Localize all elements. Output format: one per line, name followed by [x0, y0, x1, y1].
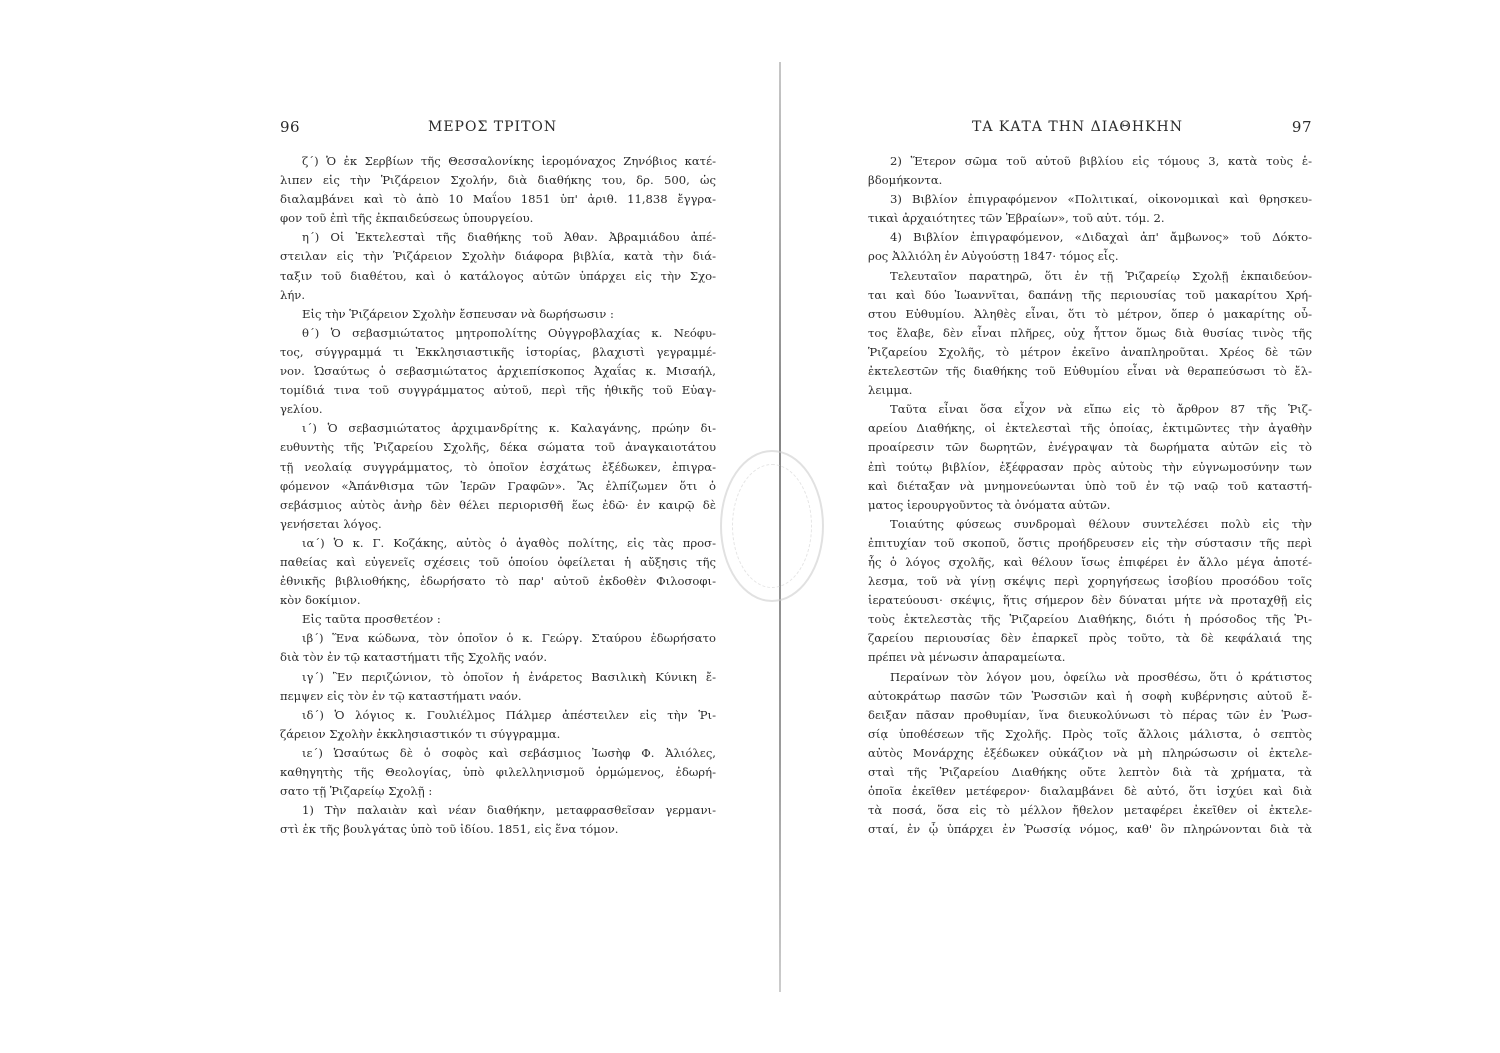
text-line: σίᾳ ὑποθέσεων τῆς Σχολῆς. Πρὸς τοῖς ἄλλοις μάλιστα, ὁ σεπτὸς: [868, 726, 1312, 741]
text-line: καὶ διέταξαν νὰ μνημονεύωνται ὑπὸ τοῦ ἐν τῷ ναῷ τοῦ καταστή-: [868, 478, 1312, 493]
running-title: ΜΕΡΟΣ ΤΡΙΤΟΝ: [428, 119, 558, 135]
text-line: πρέπει νὰ μένωσιν ἀπαραμείωτα.: [868, 650, 1066, 665]
text-line: σταί, ἐν ᾧ ὑπάρχει ἐν Ῥωσσίᾳ νόμος, καθ' ὃν πληρώνονται διὰ τὰ: [868, 822, 1312, 837]
text-line: φόμενον «Ἀπάνθισμα τῶν Ἱερῶν Γραφῶν». Ἂς ἐλπίζωμεν ὅτι ὁ: [280, 478, 716, 493]
text-line: στου Εὐθυμίου. Ἀληθὲς εἶναι, ὅτι τὸ μέτρον, ὅπερ ὁ μακαρίτης οὗ-: [868, 306, 1312, 321]
text-line: ἐπιτυχίαν τοῦ σκοποῦ, ὅστις προήδρευσεν εἰς τὴν σύστασιν τῆς περὶ: [868, 535, 1312, 550]
text-line: ὁποῖα ἐκεῖθεν μετέφερον· διαλαμβάνει δὲ αὐτό, ὅτι ἰσχύει καὶ διὰ: [868, 784, 1312, 799]
text-line: φον τοῦ ἐπὶ τῆς ἐκπαιδεύσεως ὑπουργείου.: [280, 211, 534, 226]
text-line: τὰ ποσά, ὅσα εἰς τὸ μέλλον ἤθελον μεταφέρει ἐκεῖθεν οἱ ἐκτελε-: [868, 803, 1312, 818]
text-line: Εἰς ταῦτα προσθετέον :: [302, 612, 441, 627]
text-line: ζαρείου περιουσίας δὲν ἐπαρκεῖ πρὸς τοῦτο, τὰ δὲ κεφάλαιά της: [868, 631, 1312, 646]
right-page: [868, 118, 1312, 839]
text-line: τῇ νεολαίᾳ συγγράμματος, τὸ ὁποῖον ἐσχάτως ἐξέδωκεν, ἐπιγρα-: [280, 459, 716, 474]
text-line: σατο τῇ Ῥιζαρείῳ Σχολῇ :: [280, 784, 433, 799]
text-line: γελίου.: [280, 402, 323, 417]
text-line: ται καὶ δύο Ἰωαννῖται, δαπάνῃ τῆς περιουσίας τοῦ μακαρίτου Χρή-: [868, 287, 1312, 302]
text-line: βδομήκοντα.: [868, 173, 943, 188]
page-number: 96: [280, 118, 301, 136]
text-line: τοὺς ἐκτελεστὰς τῆς Ῥιζαρείου Διαθήκης, διότι ἡ πρόσοδος τῆς Ῥι-: [868, 612, 1312, 627]
text-line: ἐθνικῆς βιβλιοθήκης, ἐδωρήσατο τὸ παρ' αὐτοῦ ἐκδοθὲν Φιλοσοφι-: [280, 574, 716, 589]
library-stamp: [720, 450, 824, 602]
text-line: αρείου Διαθήκης, οἱ ἐκτελεσταὶ τῆς ὁποίας, ἐκτιμῶντες τὴν ἀγαθὴν: [868, 421, 1312, 436]
running-head: [868, 118, 1312, 142]
text-line: σεβάσμιος αὐτὸς ἀνὴρ δὲν θέλει περιορισθῆ ἕως ἐδῶ· ἐν καιρῷ δὲ: [280, 497, 716, 512]
text-line: τος ἔλαβε, δὲν εἶναι πλῆρες, οὐχ ἧττον ὅμως διὰ θυσίας τινὸς τῆς: [868, 325, 1312, 340]
text-line: τομίδιά τινα τοῦ συγγράμματος αὐτοῦ, περὶ τῆς ἠθικῆς τοῦ Εὐαγ-: [280, 383, 716, 398]
text-line: Περαίνων τὸν λόγον μου, ὀφείλω νὰ προσθέσω, ὅτι ὁ κράτιστος: [890, 669, 1312, 684]
text-line: πεμψεν εἰς τὸν ἐν τῷ καταστήματι ναόν.: [280, 688, 522, 703]
text-line: ευθυντὴς τῆς Ῥιζαρείου Σχολῆς, δέκα σώματα τοῦ ἀναγκαιοτάτου: [280, 440, 716, 455]
text-line: λεσμα, τοῦ νὰ γίνῃ σκέψις περὶ χορηγήσεως ἰσοβίου προσόδου τοῖς: [868, 574, 1312, 589]
text-line: στειλαν εἰς τὴν Ῥιζάρειον Σχολὴν διάφορα βιβλία, κατὰ τὴν διά-: [280, 249, 716, 264]
text-line: παθείας καὶ εὐγενεῖς σχέσεις τοῦ ὁποίου ὀφείλεται ἡ αὔξησις τῆς: [280, 554, 716, 569]
text-line: 4) Βιβλίον ἐπιγραφόμενον, «Διδαχαὶ ἀπ' ἄμβωνος» τοῦ Δόκτο-: [890, 230, 1312, 245]
text-line: αὐτοκράτωρ πασῶν τῶν Ῥωσσιῶν καὶ ἡ σοφὴ κυβέρνησις αὐτοῦ ἔ-: [868, 688, 1312, 703]
text-line: ζάρειον Σχολὴν ἐκκλησιαστικόν τι σύγγραμμα.: [280, 726, 561, 741]
text-line: διὰ τὸν ἐν τῷ καταστήματι τῆς Σχολῆς ναόν.: [280, 650, 548, 665]
running-head: [280, 118, 716, 142]
text-line: 1) Τὴν παλαιὰν καὶ νέαν διαθήκην, μεταφρασθεῖσαν γερμανι-: [302, 803, 716, 818]
text-line: ἧς ὁ λόγος σχολῆς, καὶ θέλουν ἴσως ἐπιφέρει ἐν ἄλλο μέγα ἀποτέ-: [868, 554, 1312, 569]
text-line: ι΄) Ὁ σεβασμιώτατος ἀρχιμανδρίτης κ. Καλαγάνης, πρώην δι-: [302, 421, 716, 436]
text-line: ζ΄) Ὁ ἐκ Σερβίων τῆς Θεσσαλονίκης ἱερομόναχος Ζηνόβιος κατέ-: [302, 154, 716, 168]
text-line: γενήσεται λόγος.: [280, 516, 382, 531]
text-line: ια΄) Ὁ κ. Γ. Κοζάκης, αὐτὸς ὁ ἀγαθὸς πολίτης, εἰς τὰς προσ-: [302, 535, 716, 550]
running-title: ΤΑ ΚΑΤΑ ΤΗΝ ΔΙΑΘΗΚΗΝ: [972, 119, 1183, 135]
text-line: Τοιαύτης φύσεως συνδρομαὶ θέλουν συντελέσει πολὺ εἰς τὴν: [890, 516, 1312, 531]
text-line: προαίρεσιν τῶν δωρητῶν, ἐνέγραψαν τὰ δωρήματα αὐτῶν εἰς τὸ: [868, 440, 1312, 455]
page-body: [868, 152, 1312, 839]
text-line: ἱερατεύουσι· σκέψις, ἥτις σήμερον δὲν δύναται μήτε νὰ προταχθῇ εἰς: [868, 593, 1312, 608]
text-line: Ταῦτα εἶναι ὅσα εἶχον νὰ εἴπω εἰς τὸ ἄρθρον 87 τῆς Ῥιζ-: [890, 402, 1312, 417]
text-line: λήν.: [280, 287, 306, 302]
text-line: ιβ΄) Ἕνα κώδωνα, τὸν ὁποῖον ὁ κ. Γεώργ. Σταύρου ἐδωρήσατο: [302, 631, 716, 646]
text-line: 2) Ἕτερον σῶμα τοῦ αὐτοῦ βιβλίου εἰς τόμους 3, κατὰ τοὺς ἑ-: [890, 154, 1312, 168]
left-page: [280, 118, 716, 839]
text-line: λιπεν εἰς τὴν Ῥιζάρειον Σχολήν, διὰ διαθήκης του, δρ. 500, ὡς: [280, 173, 716, 188]
text-line: η΄) Οἱ Ἐκτελεσταὶ τῆς διαθήκης τοῦ Ἀθαν. Ἀβραμιάδου ἀπέ-: [302, 230, 716, 245]
text-line: λειμμα.: [868, 383, 913, 398]
text-line: 3) Βιβλίον ἐπιγραφόμενον «Πολιτικαί, οἰκονομικαὶ καὶ θρησκευ-: [890, 192, 1312, 207]
page-body: [280, 152, 716, 839]
text-line: νον. Ὡσαύτως ὁ σεβασμιώτατος ἀρχιεπίσκοπος Ἀχαΐας κ. Μισαήλ,: [280, 364, 716, 379]
text-line: δειξαν πᾶσαν προθυμίαν, ἵνα διευκολύνωσι τὸ πέρας τῶν ἐν Ῥωσ-: [868, 707, 1312, 722]
text-line: καθηγητὴς τῆς Θεολογίας, ὑπὸ φιλελληνισμοῦ ὁρμώμενος, ἐδωρή-: [280, 765, 716, 779]
text-line: σταὶ τῆς Ῥιζαρείου Διαθήκης οὔτε λεπτὸν διὰ τὰ χρήματα, τὰ: [868, 765, 1312, 779]
text-line: στὶ ἐκ τῆς βουλγάτας ὑπὸ τοῦ ἰδίου. 1851, εἰς ἕνα τόμον.: [280, 822, 619, 837]
text-line: ιγ΄) Ἓν περιζώνιον, τὸ ὁποῖον ἡ ἐνάρετος Βασιλικὴ Κύνικη ἔ-: [302, 669, 716, 684]
text-line: Ῥιζαρείου Σχολῆς, τὸ μέτρον ἐκεῖνο ἀναπληροῦται. Χρέος δὲ τῶν: [868, 344, 1312, 359]
text-line: ἐκτελεστῶν τῆς διαθήκης τοῦ Εὐθυμίου εἶναι νὰ θεραπεύσωσι τὸ ἔλ-: [868, 364, 1312, 379]
text-line: ρος Ἀλλιόλη ἐν Αὐγούστῃ 1847· τόμος εἷς.: [868, 249, 1119, 264]
text-line: ιδ΄) Ὁ λόγιος κ. Γουλιέλμος Πάλμερ ἀπέστειλεν εἰς τὴν Ῥι-: [302, 707, 716, 722]
text-line: ιε΄) Ὡσαύτως δὲ ὁ σοφὸς καὶ σεβάσμιος Ἰωσὴφ Φ. Ἀλιόλες,: [302, 745, 716, 760]
text-line: ταξιν τοῦ διαθέτου, καὶ ὁ κατάλογος αὐτῶν ὑπάρχει εἰς τὴν Σχο-: [280, 268, 716, 283]
text-line: τικαὶ ἀρχαιότητες τῶν Ἑβραίων», τοῦ αὐτ. τόμ. 2.: [868, 211, 1165, 226]
text-line: ἐπὶ τούτῳ βιβλίον, ἐξέφρασαν πρὸς αὐτοὺς τὴν εὐγνωμοσύνην των: [868, 459, 1312, 474]
text-line: διαλαμβάνει καὶ τὸ ἀπὸ 10 Μαΐου 1851 ὑπ' ἀριθ. 11,838 ἔγγρα-: [280, 192, 716, 207]
text-line: ματος ἱερουργοῦντος τὰ ὀνόματα αὐτῶν.: [868, 497, 1111, 512]
page-number: 97: [1291, 118, 1312, 136]
text-line: τος, σύγγραμμά τι Ἐκκλησιαστικῆς ἱστορίας, βλαχιστὶ γεγραμμέ-: [280, 344, 716, 359]
text-line: Εἰς τὴν Ῥιζάρειον Σχολὴν ἔσπευσαν νὰ δωρήσωσιν :: [302, 306, 614, 321]
text-line: θ΄) Ὁ σεβασμιώτατος μητροπολίτης Οὐγγροβλαχίας κ. Νεόφυ-: [302, 325, 716, 340]
text-line: κὸν δοκίμιον.: [280, 593, 361, 608]
text-line: Τελευταῖον παρατηρῶ, ὅτι ἐν τῇ Ῥιζαρείῳ Σχολῇ ἐκπαιδεύον-: [890, 268, 1312, 283]
text-line: αὐτὸς Μονάρχης ἐξέδωκεν οὐκάζιον νὰ μὴ πληρώσωσιν οἱ ἐκτελε-: [868, 745, 1312, 760]
